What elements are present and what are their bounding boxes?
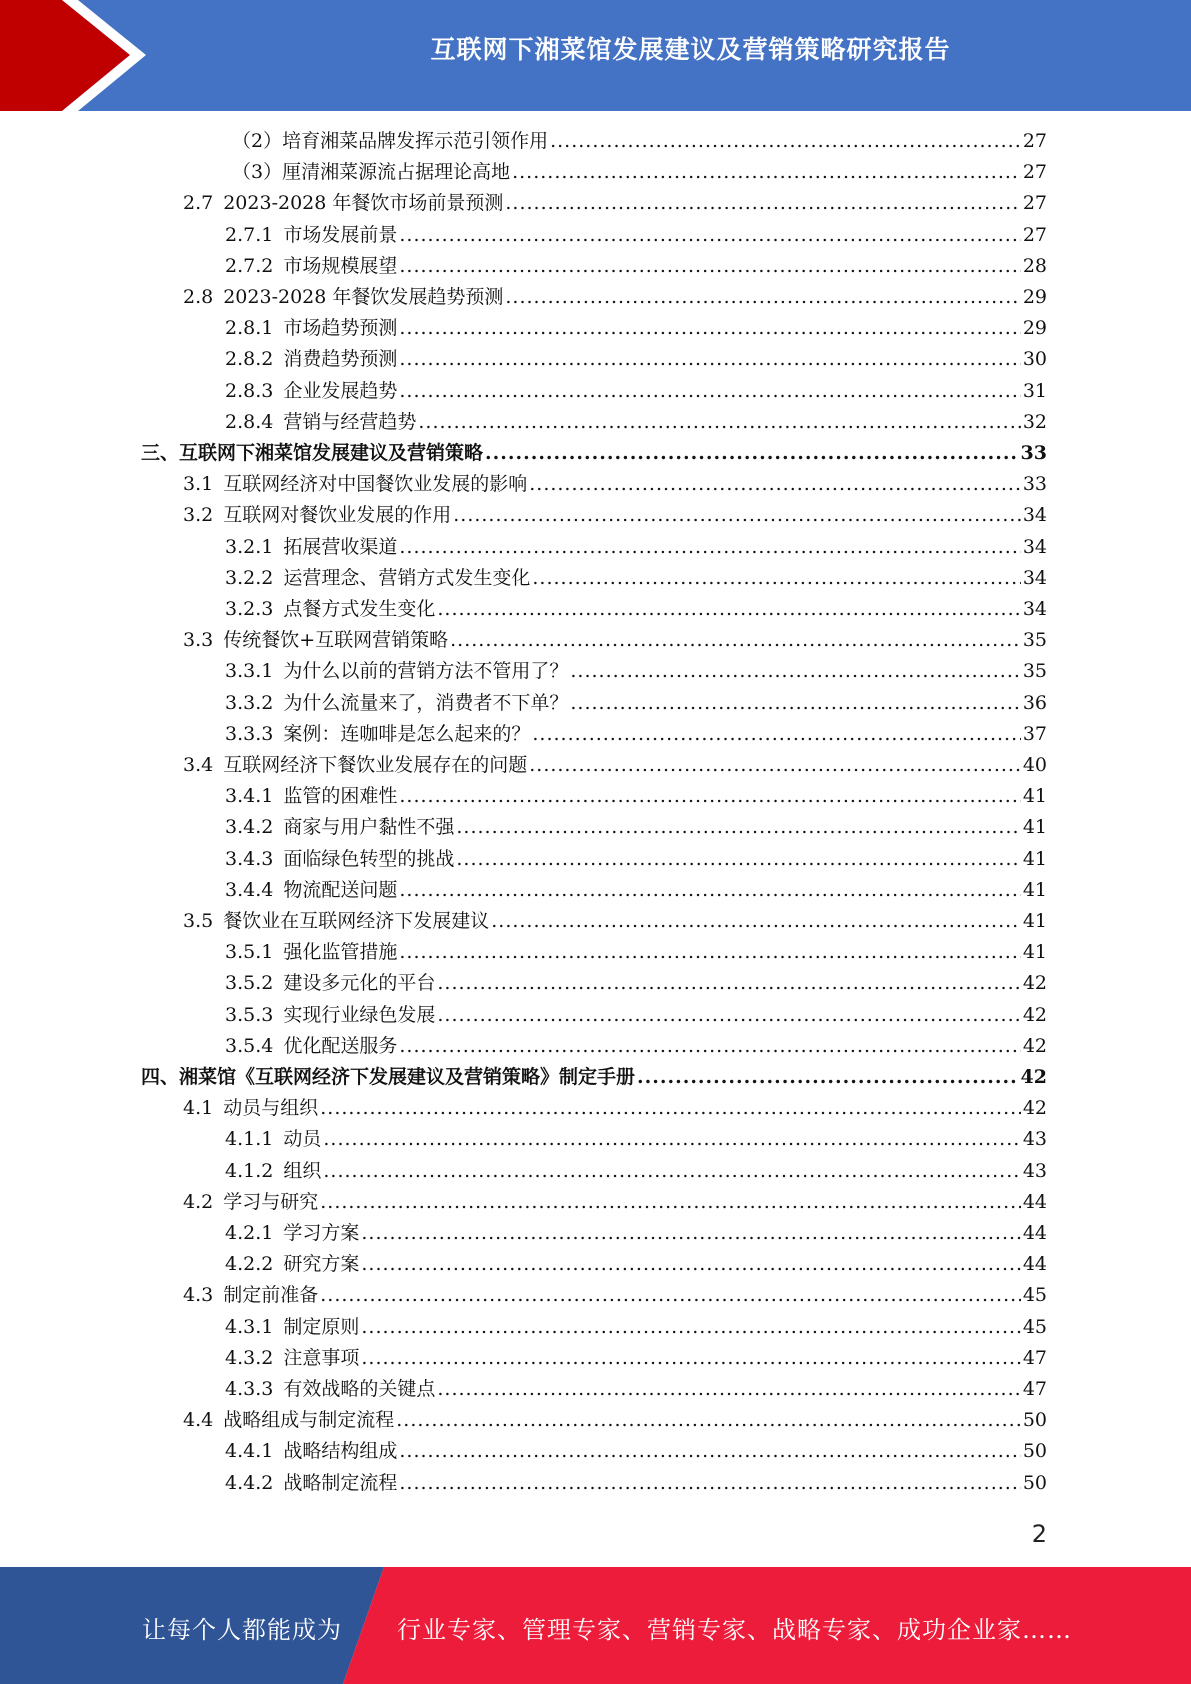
toc-entry-number: 4.2.2 xyxy=(225,1253,274,1276)
toc-entry-label: 运营理念、营销方式发生变化 xyxy=(283,566,531,589)
toc-entry-title xyxy=(141,1062,635,1093)
page-header xyxy=(0,0,1191,111)
toc-entry-number: 4.2 xyxy=(183,1190,214,1213)
toc-entry-label: 市场发展前景 xyxy=(283,223,398,246)
toc-entry-page: 45 xyxy=(1022,1284,1047,1307)
toc-entry-label: 实现行业绿色发展 xyxy=(283,1003,436,1026)
toc-entry-number: 3.2.3 xyxy=(225,598,274,620)
toc-entry-page: 41 xyxy=(1022,785,1047,808)
toc-entry-title xyxy=(232,157,510,188)
toc-entry-label: 物流配送问题 xyxy=(283,878,398,901)
toc-entry-label: 互联网对餐饮业发展的作用 xyxy=(223,504,452,527)
toc-entry-number: 4.3.1 xyxy=(225,1315,274,1338)
toc-entry-number: 3.4.4 xyxy=(225,878,274,901)
toc-entry-page: 50 xyxy=(1022,1409,1047,1432)
toc-dot-leader xyxy=(529,750,1021,781)
toc-entry-page: 44 xyxy=(1022,1190,1047,1213)
toc-entry-label: （3）厘清湘菜源流占据理论高地 xyxy=(232,161,511,184)
toc-entry-title xyxy=(225,844,454,875)
toc-entry-label: （2）培育湘菜品牌发挥示范引领作用 xyxy=(232,130,549,152)
toc-entry-label: 学习与研究 xyxy=(223,1190,319,1213)
toc-dot-leader xyxy=(399,251,1020,282)
toc-entry-page: 35 xyxy=(1022,660,1047,683)
toc-entry-number: 3.4 xyxy=(183,754,214,776)
toc-entry-label: 为什么流量来了，消费者不下单？ xyxy=(283,691,569,714)
toc-entry-number: 2.8.3 xyxy=(225,379,274,402)
toc-entry-page: 35 xyxy=(1022,629,1047,652)
toc-entry-label: 战略制定流程 xyxy=(283,1471,398,1494)
toc-dot-leader xyxy=(361,1312,1020,1343)
toc-entry-title xyxy=(225,1468,397,1499)
toc-entry[interactable] xyxy=(225,719,1047,750)
toc-entry[interactable] xyxy=(183,1280,1047,1311)
toc-entry[interactable] xyxy=(225,313,1047,344)
toc-entry-number: 3.4.1 xyxy=(225,785,274,808)
toc-entry-number: 3.2.1 xyxy=(225,535,274,558)
toc-entry[interactable] xyxy=(225,407,1047,438)
toc-entry-page: 41 xyxy=(1022,878,1047,901)
toc-entry[interactable] xyxy=(225,563,1047,594)
toc-entry-title xyxy=(225,563,530,594)
toc-entry[interactable] xyxy=(183,500,1047,531)
toc-entry-page: 41 xyxy=(1022,910,1047,932)
toc-entry[interactable] xyxy=(225,594,1047,625)
toc-entry-label: 制定原则 xyxy=(283,1315,360,1338)
toc-dot-leader xyxy=(485,438,1019,469)
toc-entry-label: 战略结构组成 xyxy=(283,1440,398,1463)
toc-entry-page: 34 xyxy=(1022,535,1047,558)
toc-entry-page: 29 xyxy=(1022,286,1047,308)
footer-slogan-right: 行业专家、管理专家、营销专家、战略专家、成功企业家…… xyxy=(397,1616,1072,1644)
toc-entry-number: 2.8.4 xyxy=(225,410,274,433)
toc-entry[interactable] xyxy=(225,1374,1047,1405)
toc-entry-page: 32 xyxy=(1022,410,1047,433)
toc-entry-page: 47 xyxy=(1022,1346,1047,1369)
toc-entry-number: 2.8.2 xyxy=(225,348,274,371)
toc-entry[interactable] xyxy=(183,188,1047,219)
toc-dot-leader xyxy=(361,1343,1020,1374)
toc-dot-leader xyxy=(570,656,1020,687)
toc-entry-label: 2023-2028 年餐饮市场前景预测 xyxy=(223,192,504,215)
toc-entry-title xyxy=(183,750,527,781)
toc-dot-leader xyxy=(418,407,1020,438)
toc-entry[interactable] xyxy=(183,1187,1047,1218)
footer-slogan-left: 让每个人都能成为 xyxy=(142,1616,342,1644)
toc-entry-number: 3.3.2 xyxy=(225,691,274,714)
toc-entry[interactable] xyxy=(225,688,1047,719)
toc-entry[interactable] xyxy=(225,532,1047,563)
toc-entry-label: 为什么以前的营销方法不管用了？ xyxy=(283,660,569,683)
toc-entry-page: 41 xyxy=(1022,941,1047,964)
toc-entry-number: 4.2.1 xyxy=(225,1222,274,1244)
toc-entry[interactable] xyxy=(225,376,1047,407)
toc-entry-label: 有效战略的关键点 xyxy=(283,1378,436,1400)
toc-entry-page: 36 xyxy=(1022,691,1047,714)
toc-entry-number: 4.1.2 xyxy=(225,1159,274,1182)
toc-entry-title xyxy=(225,376,397,407)
toc-entry-page: 29 xyxy=(1022,317,1047,340)
toc-entry-label: 市场趋势预测 xyxy=(283,317,398,340)
toc-entry-page: 33 xyxy=(1022,473,1047,496)
toc-entry-page: 27 xyxy=(1022,161,1047,184)
toc-entry-title xyxy=(225,1000,435,1031)
toc-entry-number: 3.1 xyxy=(183,473,214,496)
toc-entry[interactable] xyxy=(225,1343,1047,1374)
toc-entry-page: 33 xyxy=(1020,442,1047,464)
toc-entry[interactable] xyxy=(225,1031,1047,1062)
toc-entry-label: 互联网经济对中国餐饮业发展的影响 xyxy=(223,473,528,496)
toc-entry-label: 注意事项 xyxy=(283,1346,360,1369)
toc-dot-leader xyxy=(505,188,1020,219)
toc-entry-page: 43 xyxy=(1022,1128,1047,1151)
toc-entry-page: 34 xyxy=(1022,566,1047,589)
toc-dot-leader xyxy=(399,376,1020,407)
toc-entry-number: 4.4.2 xyxy=(225,1471,274,1494)
toc-dot-leader xyxy=(437,594,1020,625)
toc-dot-leader xyxy=(396,1405,1021,1436)
toc-entry-label: 传统餐饮+互联网营销策略 xyxy=(223,629,449,652)
toc-entry-page: 27 xyxy=(1022,130,1047,152)
toc-entry-label: 组织 xyxy=(283,1159,322,1182)
toc-entry-page: 34 xyxy=(1022,504,1047,527)
toc-dot-leader xyxy=(453,500,1021,531)
toc-entry[interactable] xyxy=(225,1156,1047,1187)
toc-entry[interactable] xyxy=(183,625,1047,656)
toc-dot-leader xyxy=(320,1280,1021,1311)
toc-dot-leader xyxy=(570,688,1020,719)
toc-entry-title xyxy=(225,812,454,843)
toc-entry[interactable] xyxy=(225,220,1047,251)
toc-entry-title xyxy=(183,188,503,219)
toc-entry-title xyxy=(183,1280,318,1311)
toc-dot-leader xyxy=(323,1156,1020,1187)
toc-entry-title xyxy=(183,282,503,313)
toc-entry-page: 43 xyxy=(1022,1159,1047,1182)
toc-entry-number: 4.3.3 xyxy=(225,1378,274,1400)
toc-entry-page: 34 xyxy=(1022,598,1047,620)
toc-entry-title xyxy=(225,1312,359,1343)
toc-dot-leader xyxy=(532,719,1020,750)
toc-entry-page: 42 xyxy=(1020,1066,1047,1088)
toc-entry-number: 3.5.1 xyxy=(225,941,274,964)
toc-dot-leader xyxy=(361,1249,1020,1280)
toc-entry[interactable] xyxy=(225,812,1047,843)
toc-entry-label: 战略组成与制定流程 xyxy=(223,1409,395,1432)
toc-dot-leader xyxy=(450,625,1021,656)
toc-entry-number: 3.3.3 xyxy=(225,722,274,745)
toc-entry-title xyxy=(225,313,397,344)
toc-entry-title xyxy=(183,1187,318,1218)
toc-entry-label: 动员与组织 xyxy=(223,1097,319,1120)
toc-entry-number: 3.5 xyxy=(183,910,214,932)
toc-entry-title xyxy=(232,126,548,157)
toc-entry[interactable] xyxy=(225,1249,1047,1280)
toc-entry-page: 42 xyxy=(1022,1003,1047,1026)
toc-entry-label: 三、互联网下湘菜馆发展建议及营销策略 xyxy=(141,442,484,464)
toc-entry-label: 企业发展趋势 xyxy=(283,379,398,402)
toc-dot-leader xyxy=(399,1468,1020,1499)
toc-dot-leader xyxy=(529,469,1021,500)
toc-entry[interactable] xyxy=(225,251,1047,282)
toc-entry-title xyxy=(225,937,397,968)
toc-entry-number: 3.3 xyxy=(183,629,214,652)
toc-dot-leader xyxy=(456,844,1020,875)
toc-entry-label: 建设多元化的平台 xyxy=(283,972,436,995)
toc-entry-page: 40 xyxy=(1022,754,1047,776)
toc-entry-label: 监管的困难性 xyxy=(283,785,398,808)
toc-entry-number: 3.5.2 xyxy=(225,972,274,995)
toc-entry-title xyxy=(225,1156,321,1187)
toc-dot-leader xyxy=(399,313,1020,344)
toc-entry[interactable] xyxy=(225,937,1047,968)
toc-entry[interactable] xyxy=(225,844,1047,875)
toc-entry[interactable] xyxy=(225,344,1047,375)
toc-dot-leader xyxy=(361,1218,1020,1249)
toc-entry-number: 3.3.1 xyxy=(225,660,274,683)
toc-entry-title xyxy=(225,1218,359,1249)
toc-entry-page: 41 xyxy=(1022,847,1047,870)
toc-entry[interactable] xyxy=(225,1436,1047,1467)
toc-entry-title xyxy=(225,532,397,563)
toc-entry[interactable] xyxy=(225,1124,1047,1155)
toc-entry-title xyxy=(225,1249,359,1280)
toc-entry-title xyxy=(183,1093,318,1124)
toc-dot-leader xyxy=(399,220,1020,251)
toc-entry-label: 商家与用户黏性不强 xyxy=(283,816,455,839)
toc-entry-title xyxy=(225,656,568,687)
toc-entry-label: 制定前准备 xyxy=(223,1284,319,1307)
toc-entry-page: 30 xyxy=(1022,348,1047,371)
toc-entry-page: 28 xyxy=(1022,254,1047,277)
toc-entry[interactable] xyxy=(225,781,1047,812)
toc-entry-title xyxy=(141,438,483,469)
toc-entry-title xyxy=(225,594,435,625)
toc-entry-number: 3.5.3 xyxy=(225,1003,274,1026)
toc-entry-label: 强化监管措施 xyxy=(283,941,398,964)
toc-entry-label: 市场规模展望 xyxy=(283,254,398,277)
toc-entry-title xyxy=(183,906,489,937)
toc-entry-number: 3.2.2 xyxy=(225,566,274,589)
toc-entry[interactable] xyxy=(141,1062,1047,1093)
toc-entry-title xyxy=(225,688,568,719)
toc-dot-leader xyxy=(399,1031,1020,1062)
toc-dot-leader xyxy=(399,344,1020,375)
toc-entry-number: 4.1 xyxy=(183,1097,214,1120)
toc-entry-page: 47 xyxy=(1022,1378,1047,1400)
toc-entry-label: 研究方案 xyxy=(283,1253,360,1276)
toc-entry[interactable] xyxy=(225,875,1047,906)
toc-dot-leader xyxy=(505,282,1020,313)
toc-entry-page: 45 xyxy=(1022,1315,1047,1338)
toc-entry-number: 3.5.4 xyxy=(225,1034,274,1057)
toc-dot-leader xyxy=(320,1187,1021,1218)
toc-entry-title xyxy=(225,968,435,999)
toc-dot-leader xyxy=(550,126,1021,157)
toc-entry-number: 3.2 xyxy=(183,504,214,527)
toc-entry[interactable] xyxy=(232,157,1047,188)
toc-entry-page: 50 xyxy=(1022,1471,1047,1494)
toc-entry[interactable] xyxy=(225,968,1047,999)
toc-entry[interactable] xyxy=(225,1000,1047,1031)
toc-entry[interactable] xyxy=(225,1468,1047,1499)
toc-dot-leader xyxy=(399,781,1020,812)
toc-entry[interactable] xyxy=(225,656,1047,687)
toc-entry[interactable] xyxy=(225,1218,1047,1249)
toc-dot-leader xyxy=(512,157,1021,188)
toc-entry-page: 44 xyxy=(1022,1222,1047,1244)
toc-entry-title xyxy=(225,1436,397,1467)
toc-entry[interactable] xyxy=(183,282,1047,313)
toc-entry-title xyxy=(225,407,416,438)
toc-entry-title xyxy=(225,220,397,251)
toc-entry-number: 4.1.1 xyxy=(225,1128,274,1151)
toc-dot-leader xyxy=(456,812,1020,843)
toc-entry-title xyxy=(225,1343,359,1374)
toc-entry[interactable] xyxy=(183,1405,1047,1436)
toc-entry-page: 44 xyxy=(1022,1253,1047,1276)
toc-entry-number: 2.7 xyxy=(183,192,214,215)
toc-entry-number: 3.4.3 xyxy=(225,847,274,870)
toc-dot-leader xyxy=(491,906,1021,937)
toc-entry-label: 优化配送服务 xyxy=(283,1034,398,1057)
toc-entry-title xyxy=(183,500,451,531)
toc-entry-label: 2023-2028 年餐饮发展趋势预测 xyxy=(223,286,504,308)
toc-entry-number: 4.4 xyxy=(183,1409,214,1432)
toc-entry-number: 4.4.1 xyxy=(225,1440,274,1463)
toc-entry-title xyxy=(225,1374,435,1405)
toc-entry-page: 42 xyxy=(1022,1097,1047,1120)
header-title: 互联网下湘菜馆发展建议及营销策略研究报告 xyxy=(430,35,951,64)
toc-entry-label: 点餐方式发生变化 xyxy=(283,598,436,620)
toc-dot-leader xyxy=(437,1000,1020,1031)
toc-entry[interactable] xyxy=(183,1093,1047,1124)
toc-dot-leader xyxy=(437,968,1020,999)
toc-dot-leader xyxy=(399,875,1020,906)
toc-entry-title xyxy=(225,1031,397,1062)
toc-entry-number: 2.7.2 xyxy=(225,254,274,277)
toc-entry[interactable] xyxy=(141,438,1047,469)
toc-entry-title xyxy=(183,1405,394,1436)
toc-entry-title xyxy=(225,781,397,812)
toc-dot-leader xyxy=(323,1124,1020,1155)
toc-entry-page: 42 xyxy=(1022,1034,1047,1057)
toc-entry-title xyxy=(183,469,527,500)
toc-entry[interactable] xyxy=(183,469,1047,500)
toc-dot-leader xyxy=(399,1436,1020,1467)
toc-entry[interactable] xyxy=(183,750,1047,781)
toc-entry-label: 互联网经济下餐饮业发展存在的问题 xyxy=(223,754,528,776)
toc-entry-number: 3.4.2 xyxy=(225,816,274,839)
toc-entry-label: 四、湘菜馆《互联网经济下发展建议及营销策略》制定手册 xyxy=(141,1066,636,1088)
toc-entry-number: 2.8 xyxy=(183,286,214,308)
toc-entry-label: 学习方案 xyxy=(283,1222,360,1244)
toc-dot-leader xyxy=(399,937,1020,968)
toc-entry-page: 41 xyxy=(1022,816,1047,839)
toc-entry-number: 2.7.1 xyxy=(225,223,274,246)
toc-entry-label: 营销与经营趋势 xyxy=(283,410,417,433)
toc-entry-label: 餐饮业在互联网经济下发展建议 xyxy=(223,910,490,932)
page-number: 2 xyxy=(1031,1520,1047,1548)
toc-entry-label: 案例：连咖啡是怎么起来的？ xyxy=(283,722,531,745)
toc-entry-page: 27 xyxy=(1022,192,1047,215)
toc-dot-leader xyxy=(320,1093,1021,1124)
page-footer xyxy=(0,1567,1191,1684)
toc-entry-number: 4.3 xyxy=(183,1284,214,1307)
toc-entry-label: 消费趋势预测 xyxy=(283,348,398,371)
toc-dot-leader xyxy=(532,563,1020,594)
toc-entry-page: 42 xyxy=(1022,972,1047,995)
toc-dot-leader xyxy=(399,532,1020,563)
toc-entry-title xyxy=(225,875,397,906)
toc-entry-title xyxy=(225,251,397,282)
toc-entry-page: 31 xyxy=(1022,379,1047,402)
toc-entry[interactable] xyxy=(225,1312,1047,1343)
toc-entry-number: 4.3.2 xyxy=(225,1346,274,1369)
toc-entry-label: 动员 xyxy=(283,1128,322,1151)
toc-entry[interactable] xyxy=(232,126,1047,157)
toc-entry[interactable] xyxy=(183,906,1047,937)
toc-entry-page: 27 xyxy=(1022,223,1047,246)
toc-entry-title xyxy=(225,719,530,750)
toc-entry-page: 50 xyxy=(1022,1440,1047,1463)
toc-entry-label: 面临绿色转型的挑战 xyxy=(283,847,455,870)
toc-entry-label: 拓展营收渠道 xyxy=(283,535,398,558)
toc-dot-leader xyxy=(437,1374,1020,1405)
toc-entry-page: 37 xyxy=(1022,722,1047,745)
toc-dot-leader xyxy=(637,1062,1019,1093)
toc-entry-title xyxy=(225,1124,321,1155)
toc-entry-number: 2.8.1 xyxy=(225,317,274,340)
toc-entry-title xyxy=(183,625,448,656)
toc-entry-title xyxy=(225,344,397,375)
